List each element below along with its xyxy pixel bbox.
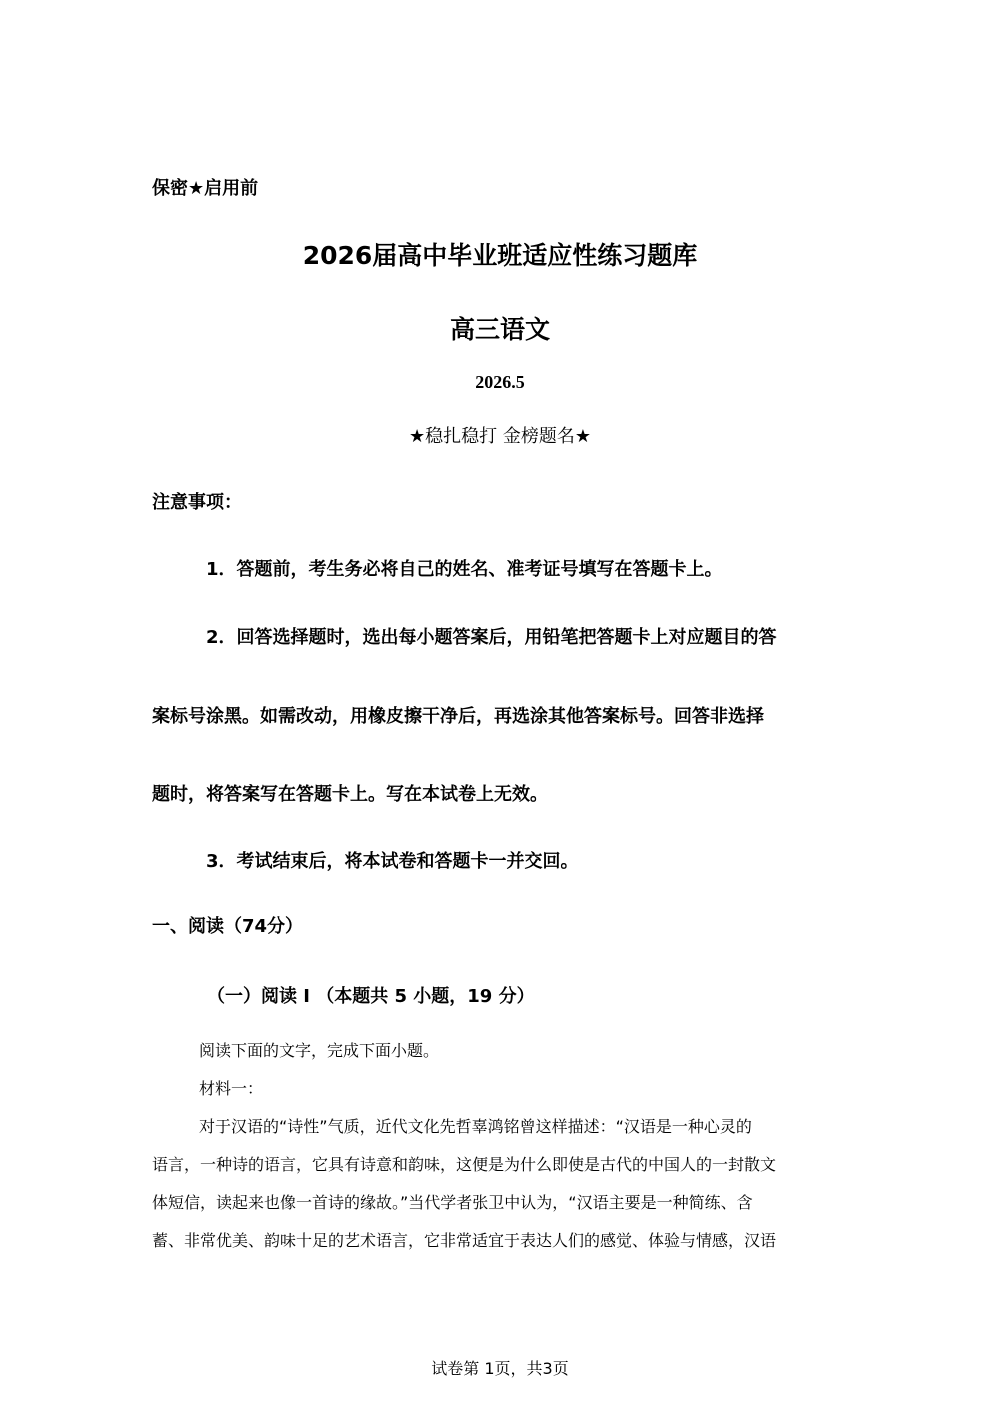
exam-date: 2026.5 (475, 372, 525, 392)
section-heading: 一、阅读（74分） (152, 916, 304, 937)
reading-instruction: 阅读下面的文字，完成下面小题。 (199, 1041, 440, 1060)
notice-item-2-line-3: 题时，将答案写在答题卡上。写在本试卷上无效。 (152, 784, 548, 805)
exam-title: 2026届高中毕业班适应性练习题库 (302, 241, 698, 270)
exam-subject: 高三语文 (449, 315, 550, 344)
paragraph-line-3: 体短信，读起来也像一首诗的缘故。”当代学者张卫中认为，“汉语主要是一种简练、含 (152, 1193, 753, 1212)
paragraph-line-2: 语言，一种诗的语言，它具有诗意和韵味，这便是为什么即使是古代的中国人的一封散文 (152, 1155, 777, 1174)
paragraph-line-1: 对于汉语的“诗性”气质，近代文化先哲辜鸿铭曾这样描述：“汉语是一种心灵的 (199, 1117, 752, 1136)
material-label: 材料一： (199, 1079, 264, 1098)
confidential-label: 保密★启用前 (152, 178, 259, 199)
page-footer: 试卷第 1页，共3页 (431, 1359, 569, 1378)
exam-motto: ★稳扎稳打 金榜题名★ (409, 426, 591, 447)
subsection-heading: （一）阅读 I （本题共 5 小题，19 分） (207, 986, 535, 1007)
notice-item-2-line-1: 2．回答选择题时，选出每小题答案后，用铅笔把答题卡上对应题目的答 (206, 627, 777, 648)
paragraph-line-4: 蓄、非常优美、韵味十足的艺术语言，它非常适宜于表达人们的感觉、体验与情感，汉语 (152, 1231, 777, 1250)
notice-item-2-line-2: 案标号涂黑。如需改动，用橡皮擦干净后，再选涂其他答案标号。回答非选择 (152, 706, 764, 727)
notice-item-1: 1．答题前，考生务必将自己的姓名、准考证号填写在答题卡上。 (206, 559, 723, 580)
notice-item-3: 3．考试结束后，将本试卷和答题卡一并交回。 (206, 851, 579, 872)
notice-heading: 注意事项： (152, 492, 242, 513)
